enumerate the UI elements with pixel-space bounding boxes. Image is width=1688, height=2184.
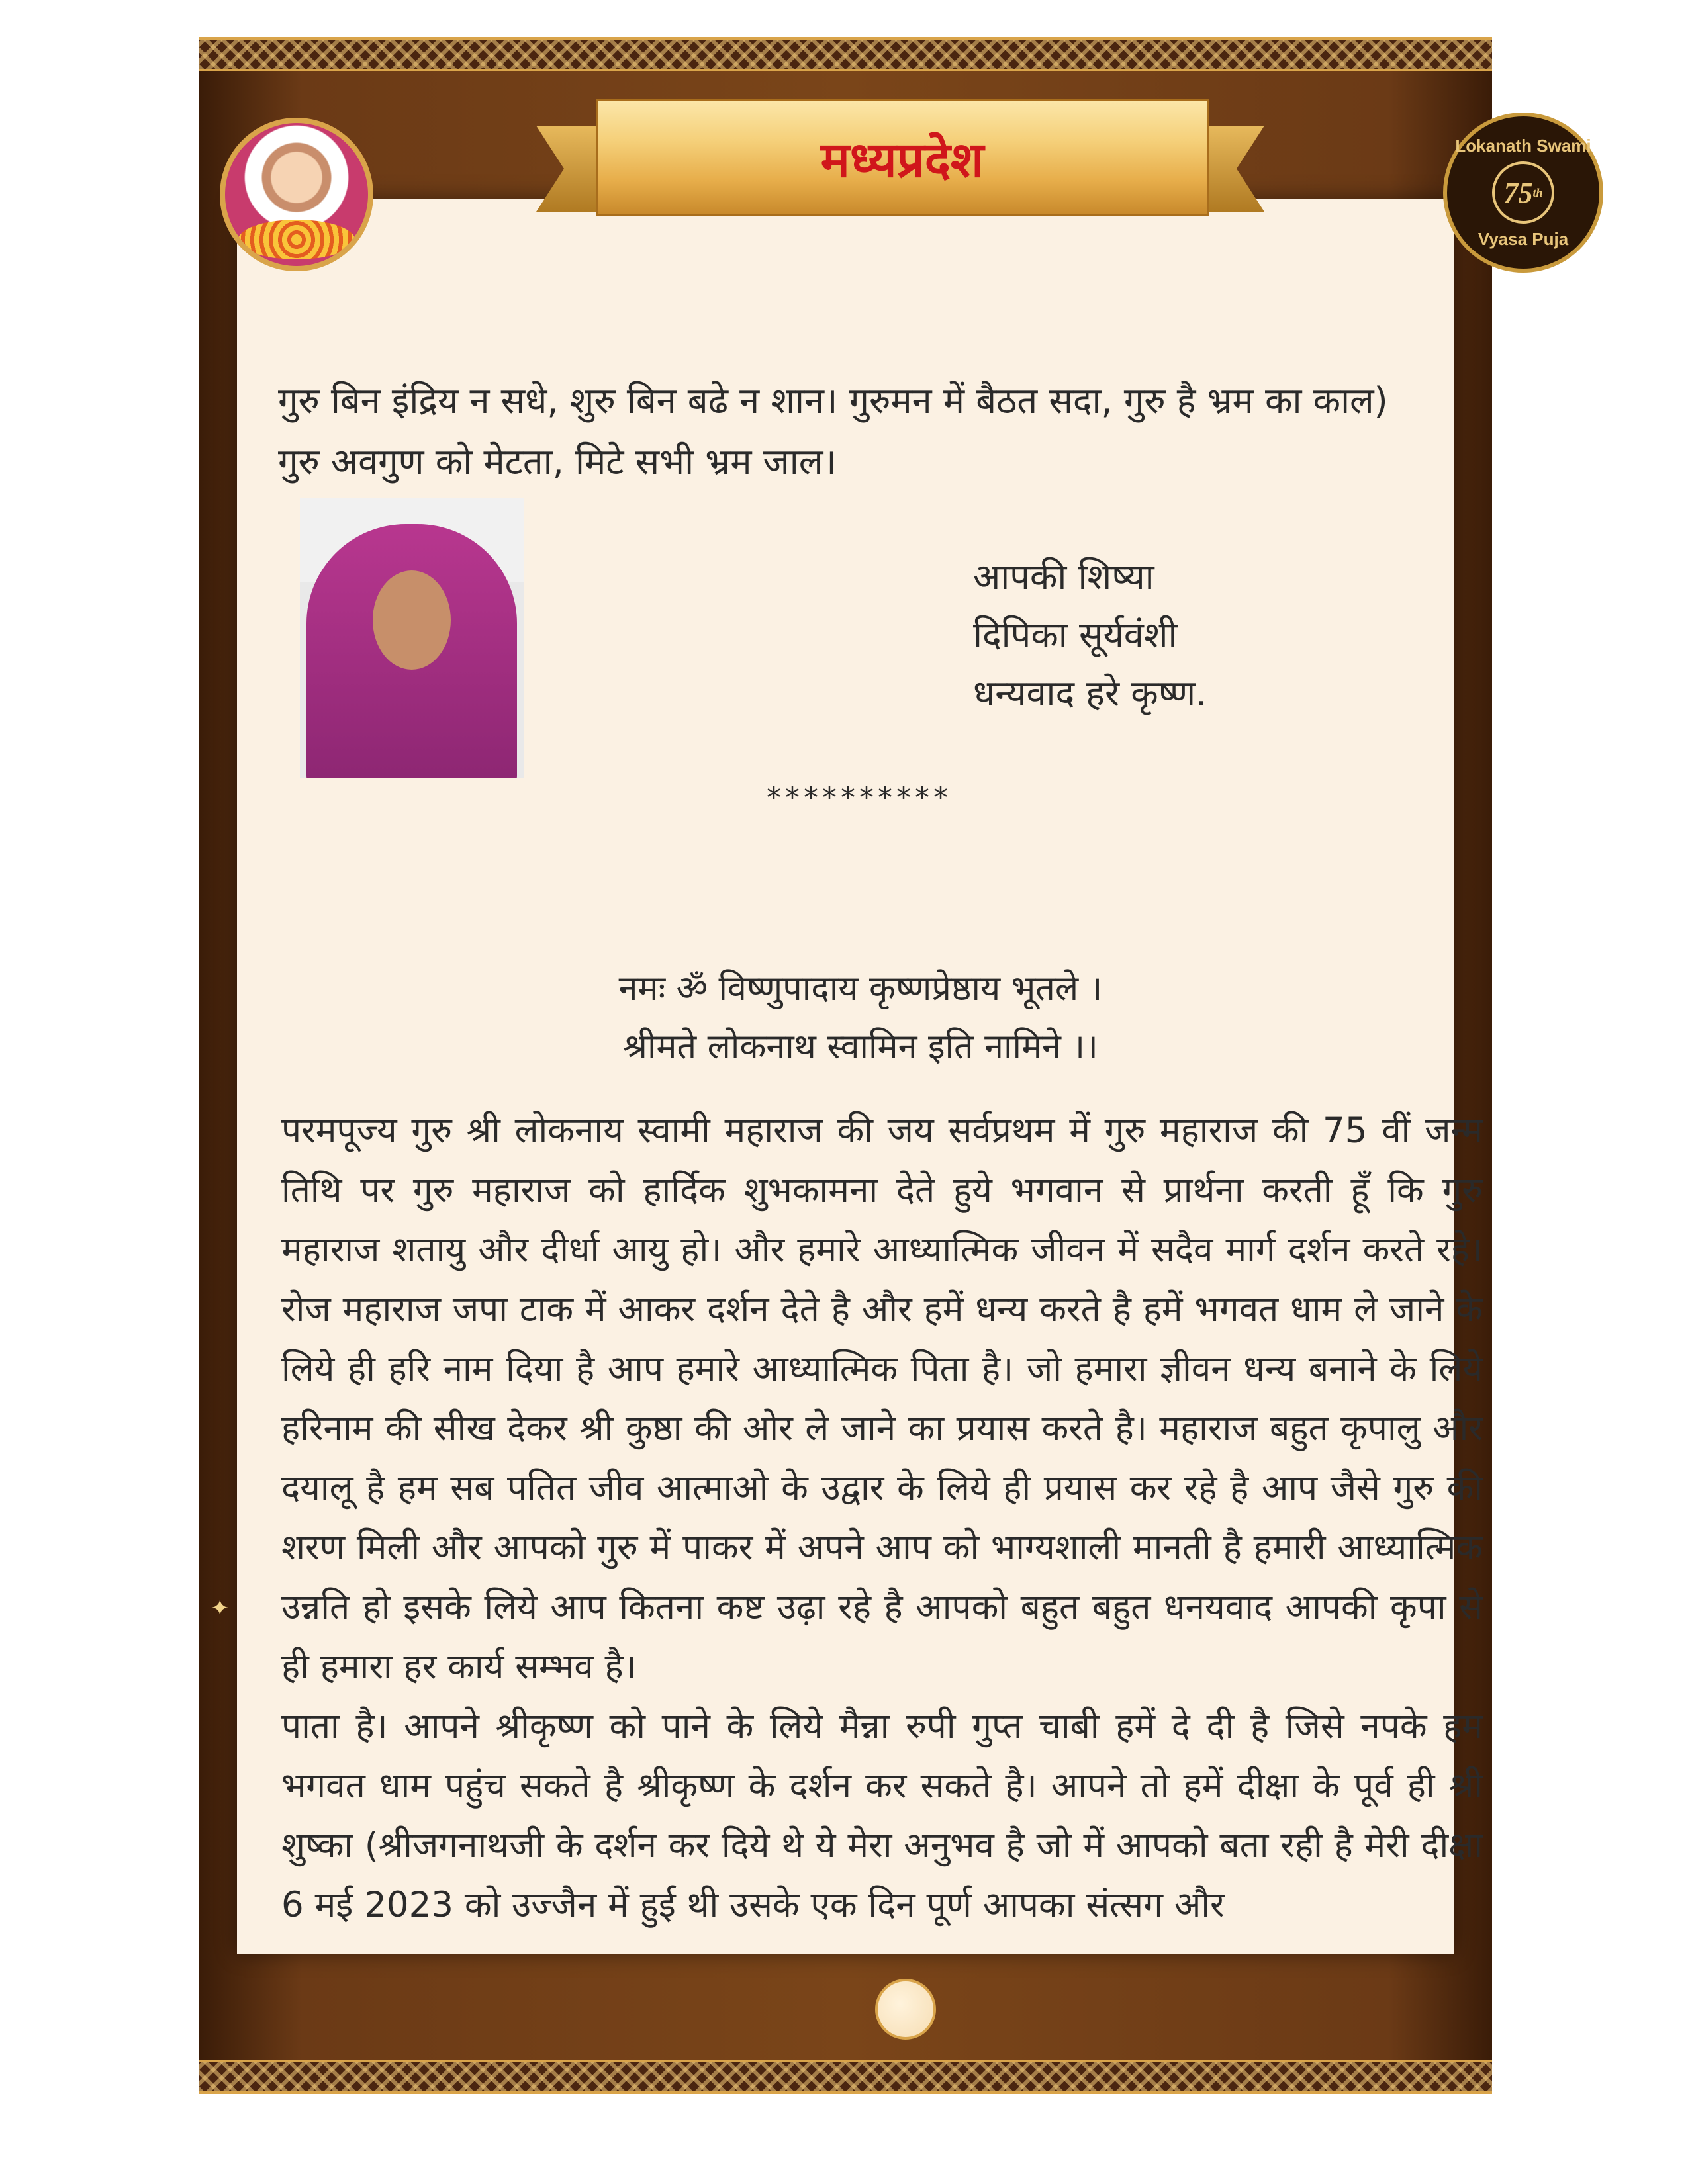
title-ribbon: [596, 99, 1205, 232]
pranama-mantra: [278, 960, 1443, 1076]
body-paragraph-2: पाता है। आपने श्रीकृष्ण को पाने के लिये मैन्ना रुपी गुप्त चाबी हमें दे दी है जिसे नपके हम भगवत धाम पहुंच सकते है श्रीकृष्ण के दर्शन कर सकते है। आपने तो हमें दीक्षा के पूर्व ही श्री शुष्का (श्रीजगनाथजी के दर्शन कर दिये थे ये मेरा अनुभव है जो में आपको बता रही है मेरी दीक्षा 6 मई 2023 को उज्जैन में हुई थी उसके एक दिन पूर्ण आपका संत्सग और: [281, 1706, 1483, 1925]
signature-line-1: आपकी शिष्या: [973, 556, 1154, 598]
top-border-pattern: [199, 37, 1492, 71]
badge-number-value: 75: [1503, 176, 1533, 209]
badge-number-suffix: th: [1532, 185, 1543, 199]
offering-body: [281, 1101, 1483, 1935]
vyasa-puja-badge: [1443, 113, 1603, 273]
separator-stars: **********: [767, 781, 952, 815]
mantra-line-2: श्रीमते लोकनाथ स्वामिन इति नामिने ।।: [623, 1027, 1098, 1067]
body-paragraph-1: परमपूज्य गुरु श्री लोकनाय स्वामी महाराज की जय सर्वप्रथम में गुरु महाराज की 75 वीं जन्म तिथि पर गुरु महाराज को हार्दिक शुभकामना देते हुये भगवान से प्रार्थना करती हूँ कि गुरु महाराज शतायु और दीर्धा आयु हो। और हमारे आध्यात्मिक जीवन में सदैव मार्ग दर्शन करते रहे। रोज महाराज जपा टाक में आकर दर्शन देते है और हमें धन्य करते है हमें भगवत धाम ले जाने के लिये ही हरि नाम दिया है आप हमारे आध्यात्मिक पिता है। जो हमारा ज्ञीवन धन्य बनाने के लिये हरिनाम की सीख देकर श्री कुष्ठा की ओर ले जाने का प्रयास करते है। महाराज बहुत कृपालु और दयालू है हम सब पतित जीव आत्माओ के उद्वार के लिये ही प्रयास कर रहे है आप जैसे गुरु की शरण मिली और आपको गुरु में पाकर में अपने आप को भाग्यशाली मानती है हमारी आध्यात्मिक उन्नति हो इसके लिये आप कितना कष्ट उढ़ा रहे है आपको बहुत बहुत धनयवाद आपकी कृपा से ही हमारा हर कार्य सम्भव है।: [281, 1111, 1483, 1687]
page-ornament-dot: [875, 1979, 936, 2040]
couplet: [278, 371, 1443, 492]
garland-decoration: [238, 220, 355, 259]
badge-top-text: Lokanath Swami: [1455, 136, 1591, 156]
guru-portrait: [220, 118, 373, 271]
disciple-photo: [300, 498, 524, 778]
disciple-face: [373, 570, 451, 670]
signature-block: [973, 548, 1207, 723]
signature-name: दिपिका सूर्यवंशी: [973, 614, 1178, 656]
ribbon-body: [596, 99, 1209, 216]
bottom-border-pattern: [199, 2060, 1492, 2094]
badge-bottom-text: Vyasa Puja: [1477, 229, 1569, 249]
signature-line-3: धन्यवाद हरे कृष्ण.: [973, 672, 1207, 714]
couplet-line-2: गुरु अवगुण को मेटता, मिटे सभी भ्रम जाल।: [278, 441, 837, 482]
badge-number: [1492, 161, 1554, 224]
sparkle-icon: ✦: [211, 1595, 230, 1621]
couplet-line-1: गुरु बिन इंद्रिय न सधे, शुरु बिन बढे न शान। गुरुमन में बैठत सदा, गुरु है भ्रम का काल): [278, 380, 1388, 422]
mantra-line-1: नमः ॐ विष्णुपादाय कृष्णप्रेष्ठाय भूतले ।: [618, 969, 1103, 1009]
region-title: मध्यप्रदेश: [820, 131, 984, 189]
